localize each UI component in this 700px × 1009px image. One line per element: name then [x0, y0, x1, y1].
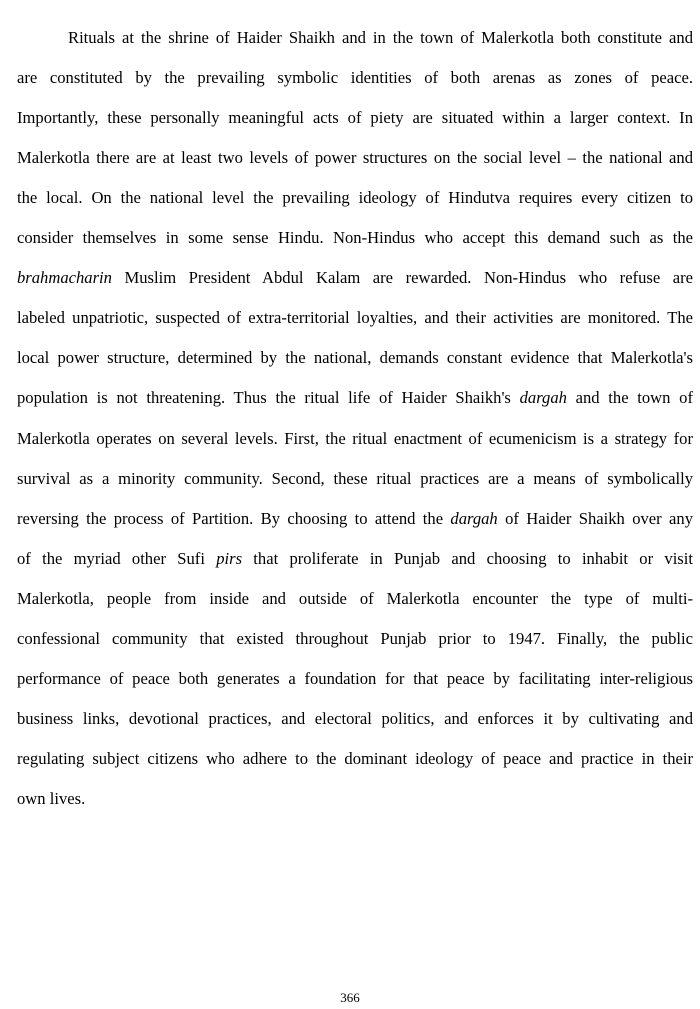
page-number: 366 — [340, 990, 360, 1005]
italic-term: pirs — [216, 548, 243, 568]
text-line — [17, 188, 693, 208]
text-segment: of the myriad other Sufi — [17, 548, 217, 568]
text-line — [17, 549, 693, 569]
text-line — [17, 669, 693, 689]
text-line — [17, 789, 693, 809]
text-line — [17, 629, 693, 649]
text-segment: population is not threatening. Thus the ritual life of Haider Shaikh's — [17, 388, 520, 408]
italic-term: brahmacharin — [17, 268, 112, 288]
text-segment: Rituals at the shrine of Haider Shaikh and in the town of Malerkotla both constitute and — [68, 28, 693, 47]
text-segment: and the town of — [566, 388, 693, 408]
text-line — [17, 148, 693, 168]
text-line — [17, 749, 693, 769]
text-line — [17, 68, 693, 88]
text-segment: that proliferate in Punjab and choosing to inhabit or visit — [242, 548, 693, 568]
text-segment: consider themselves in some sense Hindu. Non-Hindus who accept this demand such as the — [17, 228, 693, 248]
text-segment: local power structure, determined by the national, demands constant evidence that Malerkotla's — [17, 348, 693, 368]
text-line — [17, 709, 693, 729]
text-line — [17, 388, 693, 408]
text-segment: Malerkotla there are at least two levels of power structures on the social level – the national and — [17, 148, 693, 168]
text-segment: Muslim President Abdul Kalam are rewarded. Non-Hindus who refuse are — [111, 268, 693, 288]
text-line — [17, 589, 693, 609]
text-line — [17, 308, 693, 328]
text-segment: are constituted by the prevailing symbolic identities of both arenas as zones of peace. — [17, 68, 693, 88]
text-segment: Importantly, these personally meaningful acts of piety are situated within a larger context. In — [17, 108, 693, 128]
text-line — [68, 28, 693, 48]
text-segment: confessional community that existed throughout Punjab prior to 1947. Finally, the public — [17, 628, 693, 648]
text-line — [17, 509, 693, 529]
text-segment: Malerkotla operates on several levels. First, the ritual enactment of ecumenicism is a strategy for — [17, 428, 693, 448]
text-segment: own lives. — [17, 788, 86, 808]
text-segment: of Haider Shaikh over any — [497, 508, 693, 528]
text-line — [17, 348, 693, 368]
italic-term: dargah — [450, 508, 498, 528]
text-segment: performance of peace both generates a foundation for that peace by facilitating inter-religious — [17, 668, 693, 688]
text-segment: survival as a minority community. Second, these ritual practices are a means of symbolically — [17, 468, 693, 488]
text-segment: labeled unpatriotic, suspected of extra-territorial loyalties, and their activities are monitored. The — [17, 308, 693, 328]
text-line — [17, 108, 693, 128]
text-segment: regulating subject citizens who adhere to the dominant ideology of peace and practice in their — [17, 748, 693, 768]
italic-term: dargah — [519, 388, 567, 408]
text-segment: business links, devotional practices, and electoral politics, and enforces it by cultivating and — [17, 708, 693, 728]
text-segment: Malerkotla, people from inside and outside of Malerkotla encounter the type of multi- — [17, 588, 693, 608]
text-line — [17, 228, 693, 248]
text-line — [17, 268, 693, 288]
text-line — [17, 429, 693, 449]
text-segment: reversing the process of Partition. By choosing to attend the — [17, 508, 451, 528]
text-line — [17, 469, 693, 489]
text-segment: the local. On the national level the prevailing ideology of Hindutva requires every citizen to — [17, 188, 693, 208]
